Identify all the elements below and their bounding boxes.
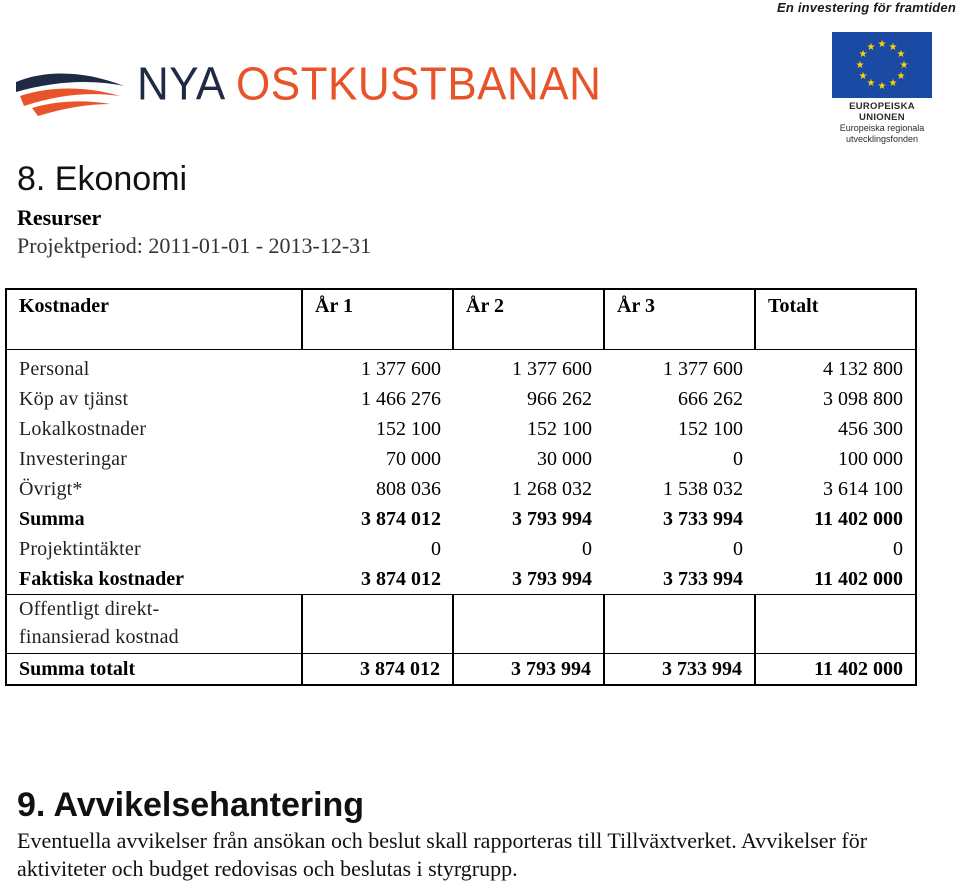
- table-row-summa-totalt: [6, 654, 916, 686]
- table-row: [6, 444, 916, 474]
- cell-totalt: [755, 595, 916, 654]
- cell-ar-3: 3 733 994: [663, 508, 743, 530]
- cell-ar-1: 808 036: [376, 478, 441, 500]
- table-row-summa: [6, 504, 916, 534]
- cell-ar-3: 3 733 994: [604, 654, 755, 686]
- cell-ar-3: [604, 595, 755, 654]
- logo-text: NYA OSTKUSTBANAN: [137, 58, 602, 111]
- row-label: Övrigt*: [19, 478, 83, 500]
- cell-ar-1: 1 466 276: [361, 388, 441, 410]
- row-label: Projektintäkter: [19, 538, 141, 560]
- svg-text:★: ★: [866, 78, 876, 89]
- eu-line-2: Europeiska regionala: [839, 123, 925, 133]
- cost-table: [5, 288, 917, 686]
- eu-flag-icon: [832, 32, 932, 98]
- row-label: Köp av tjänst: [19, 388, 129, 410]
- cell-ar-1: 1 377 600: [302, 350, 453, 385]
- cell-ar-3: 3 733 994: [663, 568, 743, 590]
- svg-text:★: ★: [888, 78, 898, 89]
- svg-text:★: ★: [888, 42, 898, 53]
- cell-ar-1: 70 000: [386, 448, 441, 470]
- cell-ar-2: 3 793 994: [512, 568, 592, 590]
- svg-text:★: ★: [896, 49, 906, 60]
- table-row-offentligt: [6, 595, 916, 654]
- cell-totalt: 456 300: [838, 418, 903, 440]
- table-row: [6, 534, 916, 564]
- cell-ar-2: 152 100: [527, 418, 592, 440]
- cell-ar-1: 3 874 012: [361, 508, 441, 530]
- table-row: [6, 350, 916, 385]
- cell-ar-1: 3 874 012: [361, 568, 441, 590]
- row-label: Faktiska kostnader: [19, 568, 185, 590]
- svg-text:★: ★: [896, 71, 906, 82]
- cell-totalt: 11 402 000: [814, 508, 903, 530]
- tagline: En investering för framtiden: [777, 0, 956, 15]
- cell-ar-1: 152 100: [376, 418, 441, 440]
- cell-ar-3: 0: [733, 538, 743, 560]
- cell-ar-2: [453, 595, 604, 654]
- section-8-subtitle: Resurser: [17, 205, 102, 230]
- row-label-line-2: finansierad kostnad: [19, 626, 179, 648]
- cell-totalt: 3 614 100: [823, 478, 903, 500]
- section-8-title: 8. Ekonomi: [17, 160, 188, 198]
- cell-ar-2: 0: [582, 538, 592, 560]
- cell-totalt: 100 000: [838, 448, 903, 470]
- svg-text:★: ★: [855, 60, 865, 71]
- cell-ar-3: 1 377 600: [604, 350, 755, 385]
- cell-ar-2: 1 268 032: [512, 478, 592, 500]
- cell-ar-1: 0: [431, 538, 441, 560]
- svg-text:★: ★: [866, 42, 876, 53]
- cell-ar-2: 3 793 994: [512, 508, 592, 530]
- row-label-line-1: Offentligt direkt-: [19, 598, 160, 620]
- header-ar-3: År 3: [604, 289, 755, 350]
- svg-text:★: ★: [858, 49, 868, 60]
- project-period: Projektperiod: 2011-01-01 - 2013-12-31: [17, 233, 372, 258]
- svg-text:★: ★: [899, 60, 909, 71]
- cell-totalt: 11 402 000: [755, 654, 916, 686]
- row-label-offentligt: [6, 595, 302, 654]
- row-label: Summa: [19, 508, 85, 530]
- svg-text:★: ★: [858, 71, 868, 82]
- table-row-faktiska-kostnader: [6, 564, 916, 595]
- svg-text:★: ★: [877, 39, 887, 50]
- cell-ar-1: [302, 595, 453, 654]
- row-label: Personal: [6, 350, 302, 385]
- row-label: Investeringar: [19, 448, 128, 470]
- cell-ar-2: 3 793 994: [453, 654, 604, 686]
- cell-totalt: 3 098 800: [823, 388, 903, 410]
- cell-totalt: 0: [893, 538, 903, 560]
- header-ar-1: År 1: [302, 289, 453, 350]
- eu-line-3: utvecklingsfonden: [845, 134, 919, 144]
- cell-ar-1: 3 874 012: [302, 654, 453, 686]
- cell-ar-2: 966 262: [527, 388, 592, 410]
- nya-ostkustbanan-logo: [14, 58, 602, 118]
- row-label: Lokalkostnader: [19, 418, 147, 440]
- cell-ar-3: 1 538 032: [663, 478, 743, 500]
- table-header-row: [6, 289, 916, 350]
- cell-totalt: 4 132 800: [755, 350, 916, 385]
- table-row: [6, 414, 916, 444]
- section-9-title: 9. Avvikelsehantering: [17, 786, 365, 824]
- cell-ar-2: 1 377 600: [453, 350, 604, 385]
- header-ar-2: År 2: [453, 289, 604, 350]
- header-kostnader: Kostnader: [19, 295, 109, 317]
- eu-logo: [832, 32, 932, 145]
- train-swoosh-icon: [14, 58, 134, 118]
- row-label: Summa totalt: [6, 654, 302, 686]
- table-row: [6, 474, 916, 504]
- cell-ar-3: 152 100: [678, 418, 743, 440]
- cell-ar-3: 666 262: [678, 388, 743, 410]
- cell-totalt: 11 402 000: [814, 568, 903, 590]
- section-9-text: Eventuella avvikelser från ansökan och beslut skall rapporteras till Tillväxtverket. Avvikelser för aktiviteter och budget redovisas och beslutas i styrgrupp.: [17, 828, 868, 881]
- svg-text:★: ★: [877, 81, 887, 92]
- cell-ar-2: 30 000: [537, 448, 592, 470]
- table-row: [6, 384, 916, 414]
- eu-line-1: EUROPEISKA UNIONEN: [849, 101, 915, 123]
- header-totalt: Totalt: [755, 289, 916, 350]
- cell-ar-3: 0: [733, 448, 743, 470]
